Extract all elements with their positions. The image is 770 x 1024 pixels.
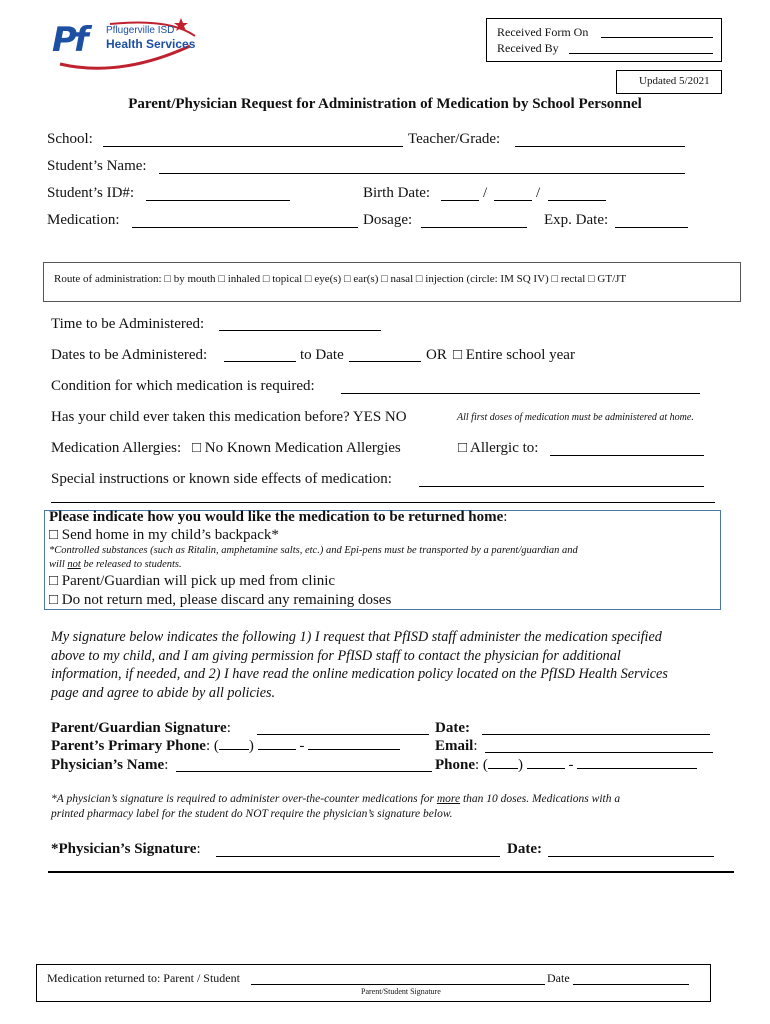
parent-date-label: Date: [435, 720, 470, 736]
special-instructions-field[interactable] [419, 486, 704, 487]
medication-field[interactable] [132, 227, 358, 228]
physician-sig-text: *Physician’s Signature [51, 841, 197, 857]
birth-day-field[interactable] [494, 200, 532, 201]
updated-label: Updated 5/2021 [639, 75, 710, 87]
email-label [435, 738, 478, 755]
form-title: Parent/Physician Request for Administration of Medication by School Personnel [128, 96, 642, 112]
allergic-to-checkbox[interactable]: □ Allergic to: [458, 440, 539, 456]
returned-to-label: Medication returned to: Parent / Student [47, 971, 240, 985]
time-label: Time to be Administered: [51, 316, 205, 332]
physician-date-field[interactable] [548, 856, 714, 857]
parent-phone-line-field[interactable] [308, 748, 400, 750]
exp-date-label: Exp. Date: [544, 212, 609, 228]
district-logo [50, 16, 200, 76]
start-date-field[interactable] [224, 361, 296, 362]
route-label: Route of administration: [54, 273, 162, 285]
birth-month-field[interactable] [441, 200, 479, 201]
school-label: School: [47, 131, 93, 147]
physician-phone-label [435, 757, 697, 774]
received-on-field[interactable] [601, 37, 713, 38]
physician-phone-dash: - [568, 757, 574, 773]
updated-box [616, 70, 722, 94]
student-name-label: Student’s Name: [47, 158, 147, 174]
signature-caption: Parent/Student Signature [361, 987, 441, 996]
office-use-box [486, 18, 722, 62]
physician-name-label [51, 757, 168, 774]
route-box [43, 262, 741, 302]
parent-phone-prefix-field[interactable] [258, 748, 296, 750]
parent-phone-text: Parent’s Primary Phone [51, 738, 206, 754]
parent-date-field[interactable] [482, 734, 710, 735]
student-id-field[interactable] [146, 200, 290, 201]
return-method-box [44, 510, 721, 610]
parent-area-code-field[interactable] [219, 748, 249, 750]
physician-sig-colon: : [196, 841, 201, 857]
logo-district: Pflugerville ISD [106, 25, 175, 36]
authorization-statement [51, 628, 668, 702]
parent-phone-dash: - [299, 738, 305, 754]
route-rectal[interactable]: □ rectal [551, 273, 586, 285]
statement-line-3: information, if needed, and 2) I have read the online medication policy located on the PfISD Health Services [51, 666, 668, 682]
allergic-to-field[interactable] [550, 455, 704, 456]
physician-note-line-1 [51, 792, 620, 807]
physician-name-field[interactable] [176, 771, 432, 772]
parent-signature-field[interactable] [257, 734, 429, 735]
school-field[interactable] [103, 146, 403, 147]
return-heading [49, 509, 507, 526]
student-name-field[interactable] [159, 173, 685, 174]
discard-option[interactable]: □ Do not return med, please discard any remaining doses [49, 592, 392, 608]
route-nasal[interactable]: □ nasal [381, 273, 414, 285]
physician-name-colon: : [164, 757, 169, 773]
controlled-note-line1: *Controlled substances (such as Ritalin, amphetamine salts, etc.) and Epi-pens must be transported by a parent/guardian and [49, 545, 578, 556]
logo-mark: Pf [52, 20, 86, 60]
parent-sig-text: Parent/Guardian Signature [51, 720, 227, 736]
note-text-not: not [67, 559, 81, 570]
send-backpack-option[interactable]: □ Send home in my child’s backpack* [49, 527, 279, 543]
physician-note-line-2: printed pharmacy label for the student do NOT require the physician’s signature below. [51, 808, 453, 820]
physician-phone-line-field[interactable] [577, 767, 697, 769]
end-date-field[interactable] [349, 361, 421, 362]
parent-sig-colon: : [226, 720, 231, 736]
birth-date-label: Birth Date: [363, 185, 431, 201]
return-heading-text: Please indicate how you would like the medication to be returned home [49, 509, 504, 525]
physician-phone-close: ) [517, 757, 523, 773]
to-date-label: to Date [300, 347, 344, 363]
physician-note [51, 792, 620, 822]
special-instructions-field-2[interactable] [51, 502, 715, 503]
route-injection[interactable]: □ injection (circle: IM SQ IV) [415, 273, 549, 285]
birth-slash-1: / [483, 185, 488, 201]
taken-before-question[interactable]: Has your child ever taken this medication before? YES NO [51, 409, 407, 425]
route-ears[interactable]: □ ear(s) [343, 273, 379, 285]
condition-field[interactable] [341, 393, 700, 394]
no-known-allergies-checkbox[interactable]: □ No Known Medication Allergies [192, 440, 401, 456]
returned-signature-field[interactable] [251, 984, 545, 985]
received-on-label: Received Form On [497, 25, 589, 39]
physician-phone-text: Phone [435, 757, 476, 773]
physician-phone-open: : ( [475, 757, 488, 773]
medication-label: Medication: [47, 212, 120, 228]
first-dose-note: All first doses of medication must be administered at home. [457, 412, 694, 423]
return-record-box [36, 964, 711, 1002]
pn-text-c: than 10 doses. Medications with a [460, 793, 621, 805]
condition-label: Condition for which medication is required: [51, 378, 315, 394]
returned-date-field[interactable] [573, 984, 689, 985]
dosage-label: Dosage: [363, 212, 413, 228]
received-by-label: Received By [497, 41, 559, 55]
physician-date-label: Date: [507, 841, 542, 857]
statement-line-1: My signature below indicates the following 1) I request that PfISD staff administer the medication specified [51, 629, 662, 645]
physician-name-text: Physician’s Name [51, 757, 165, 773]
received-by-field[interactable] [569, 53, 713, 54]
route-topical[interactable]: □ topical [262, 273, 303, 285]
exp-date-field[interactable] [615, 227, 688, 228]
birth-slash-2: / [536, 185, 541, 201]
parent-phone-close: ) [248, 738, 254, 754]
pn-text-a: *A physician’s signature is required to administer over-the-counter medications for [51, 793, 437, 805]
parent-sig-label [51, 720, 231, 737]
section-divider [48, 871, 734, 873]
route-row [54, 273, 626, 285]
note-text-c: be released to students. [80, 559, 182, 570]
time-field[interactable] [219, 330, 381, 331]
statement-line-4: page and agree to abide by all policies. [51, 684, 276, 701]
pn-text-more: more [436, 793, 461, 805]
route-by-mouth[interactable]: □ by mouth [164, 273, 216, 285]
logo-dept: Health Services [106, 37, 196, 51]
parent-pickup-option[interactable]: □ Parent/Guardian will pick up med from clinic [49, 573, 336, 589]
return-heading-colon: : [503, 509, 508, 525]
physician-signature-field[interactable] [216, 856, 500, 857]
birth-year-field[interactable] [548, 200, 606, 201]
email-colon: : [473, 738, 478, 754]
email-text: Email [435, 738, 474, 754]
parent-phone-open: : ( [205, 738, 219, 754]
route-inhaled[interactable]: □ inhaled [218, 273, 261, 285]
route-gt-jt[interactable]: □ GT/JT [588, 273, 627, 285]
controlled-note-line2 [49, 559, 182, 570]
entire-year-checkbox[interactable]: □ Entire school year [453, 347, 575, 363]
dates-label: Dates to be Administered: [51, 347, 208, 363]
physician-area-code-field[interactable] [488, 767, 518, 769]
dosage-field[interactable] [421, 227, 527, 228]
note-text-a: will [49, 559, 68, 570]
special-instructions-label: Special instructions or known side effects of medication: [51, 471, 392, 487]
teacher-grade-field[interactable] [515, 146, 685, 147]
returned-date-label: Date [547, 971, 570, 985]
statement-line-2: above to my child, and I am giving permission for PfISD staff to contact the physician for additional [51, 647, 621, 664]
physician-phone-prefix-field[interactable] [527, 767, 565, 769]
route-eyes[interactable]: □ eye(s) [304, 273, 342, 285]
physician-sig-label [51, 841, 201, 858]
allergies-label: Medication Allergies: [51, 440, 182, 456]
student-id-label: Student’s ID#: [47, 185, 135, 201]
email-field[interactable] [485, 752, 713, 753]
teacher-grade-label: Teacher/Grade: [408, 131, 501, 147]
or-label: OR [426, 347, 447, 363]
parent-phone-label [51, 738, 400, 755]
